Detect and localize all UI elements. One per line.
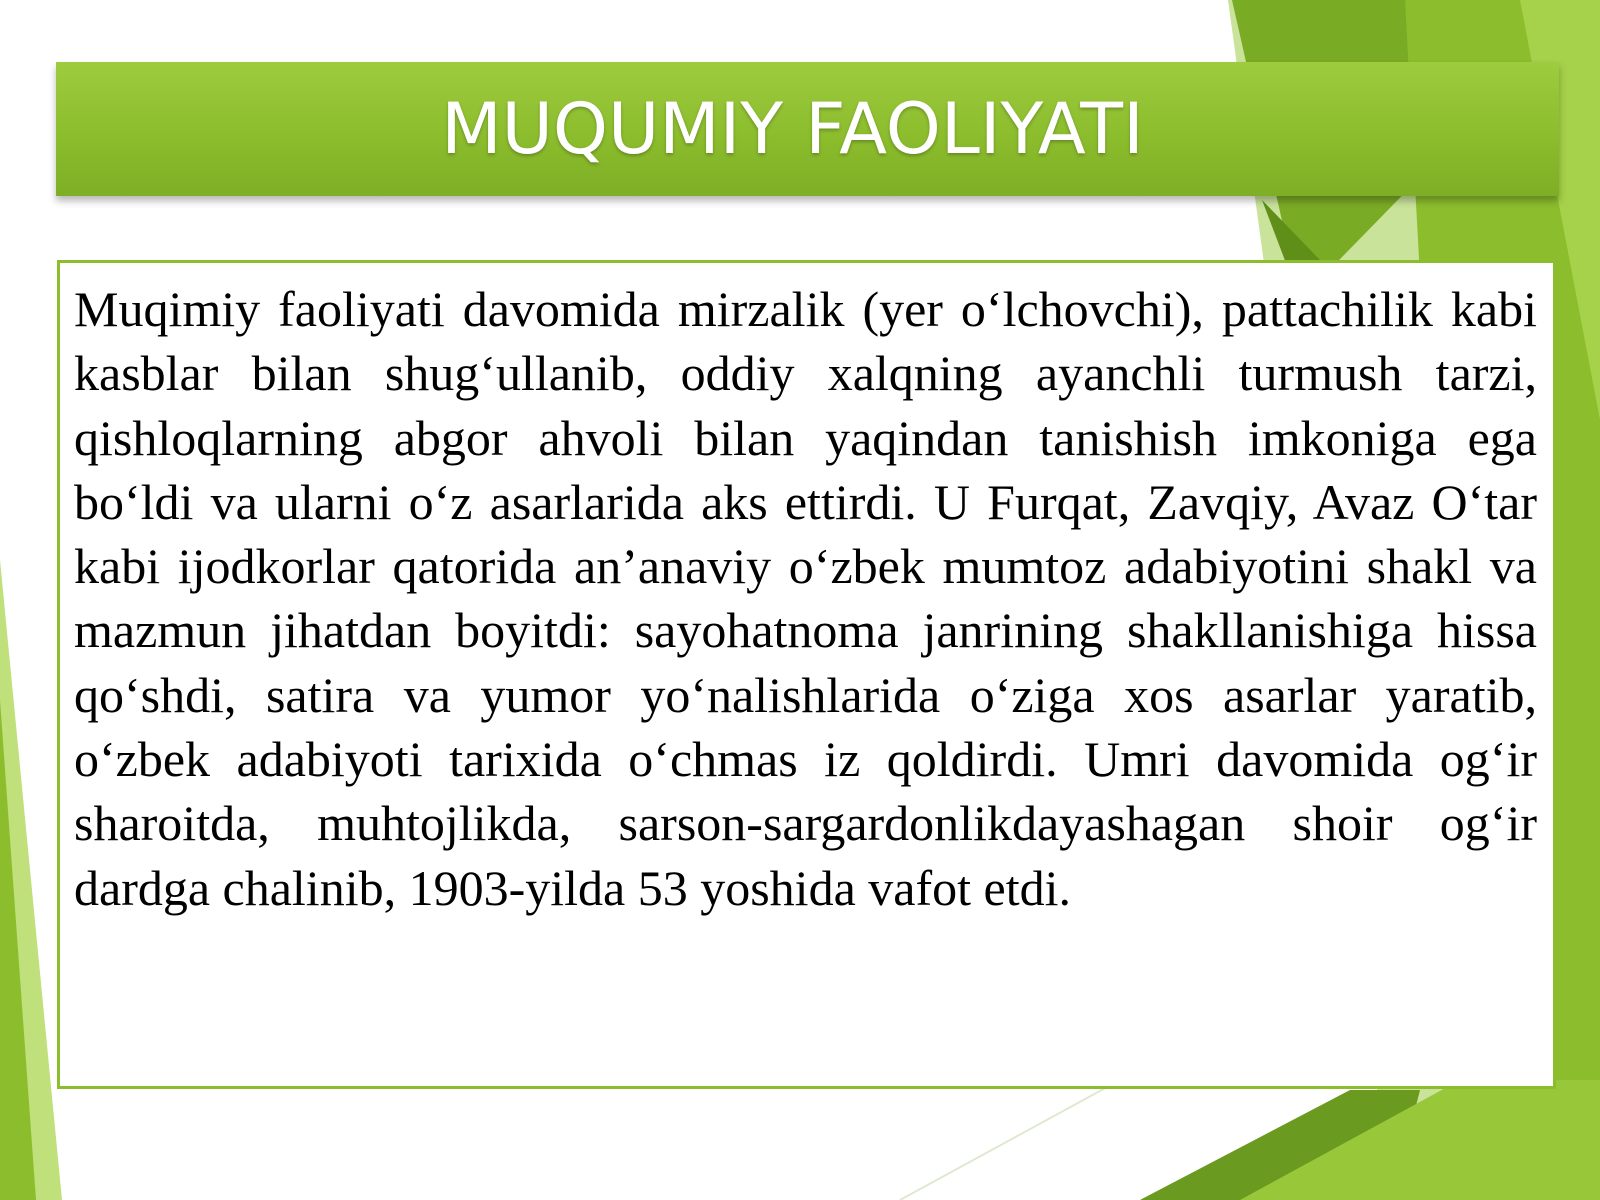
- slide-title: MUQUMIY FAOLIYATI: [441, 88, 1144, 170]
- content-box: [57, 260, 1556, 1089]
- body-paragraph: Muqimiy faoliyati davomida mirzalik (yer o‘lchovchi), pattachilik kabi kasblar bilan shug‘ullanib, oddiy xalqning ayanchli turmush tarzi, qishloqlarning abgor ahvoli bilan yaqindan tanishish imkoniga ega bo‘ldi va ularni o‘z asarlarida aks ettirdi. U Furqat, Zavqiy, Avaz O‘tar kabi ijodkorlar qatorida an’anaviy o‘zbek mumtoz adabiyotini shakl va mazmun jihatdan boyitdi: sayohatnoma janrining shakllanishiga hissa qo‘shdi, satira va yumor yo‘nalishlarida o‘ziga xos asarlar yaratib, o‘zbek adabiyoti tarixida o‘chmas iz qoldirdi. Umri davomida og‘ir sharoitda, muhtojlikda, sarson-sargardonlikdayashagan shoir og‘ir dardga chalinib, 1903-yilda 53 yoshida vafot etdi.: [74, 281, 1537, 916]
- decor-thin-line: [900, 1080, 1120, 1200]
- title-bar: [56, 62, 1559, 196]
